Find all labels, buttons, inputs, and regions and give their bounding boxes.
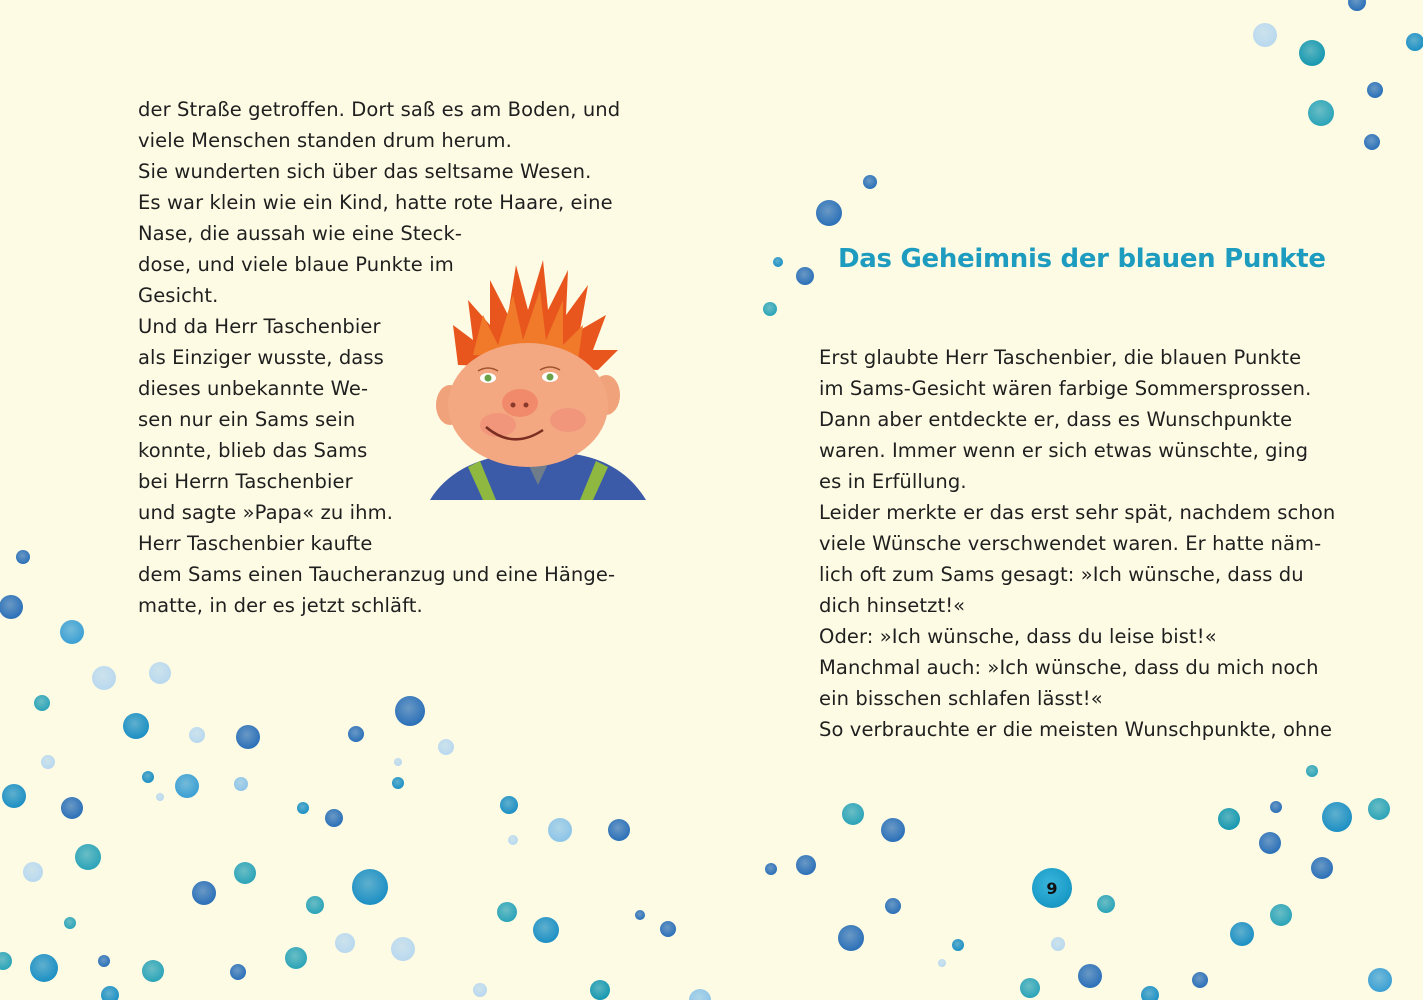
left-line: Und da Herr Taschenbier: [138, 315, 381, 338]
right-line: dich hinsetzt!«: [819, 594, 966, 617]
blue-dot: [156, 793, 164, 801]
right-line: viele Wünsche verschwendet waren. Er hatte näm-: [819, 532, 1322, 555]
chapter-title: Das Geheimnis der blauen Punkte: [838, 244, 1326, 274]
blue-dot: [123, 713, 149, 739]
left-line: als Einziger wusste, dass: [138, 346, 384, 369]
blue-dot: [1364, 134, 1380, 150]
right-line: es in Erfüllung.: [819, 470, 967, 493]
blue-dot: [1230, 922, 1254, 946]
blue-dot: [30, 954, 58, 982]
blue-dot: [885, 898, 901, 914]
right-line: Leider merkte er das erst sehr spät, nachdem schon: [819, 501, 1336, 524]
blue-dot: [796, 855, 816, 875]
right-line: ein bisschen schlafen lässt!«: [819, 687, 1103, 710]
left-line: Sie wunderten sich über das seltsame Wesen.: [138, 160, 592, 183]
blue-dot: [1299, 40, 1325, 66]
blue-dot: [500, 796, 518, 814]
blue-dot: [61, 797, 83, 819]
blue-dot: [1311, 857, 1333, 879]
blue-dot: [230, 964, 246, 980]
page-number: 9: [1032, 868, 1072, 908]
left-line: dem Sams einen Taucheranzug und eine Hänge-: [138, 563, 616, 586]
blue-dot: [1078, 964, 1102, 988]
blue-dot: [394, 758, 402, 766]
blue-dot: [60, 620, 84, 644]
left-line: Herr Taschenbier kaufte: [138, 532, 373, 555]
right-line: Dann aber entdeckte er, dass es Wunschpunkte: [819, 408, 1293, 431]
left-line: konnte, blieb das Sams: [138, 439, 368, 462]
blue-dot: [175, 774, 199, 798]
blue-dot: [497, 902, 517, 922]
blue-dot: [1322, 802, 1352, 832]
blue-dot: [189, 727, 205, 743]
blue-dot: [352, 869, 388, 905]
blue-dot: [1051, 937, 1065, 951]
blue-dot: [881, 818, 905, 842]
left-line: und sagte »Papa« zu ihm.: [138, 501, 394, 524]
left-line: viele Menschen standen drum herum.: [138, 129, 512, 152]
blue-dot: [608, 819, 630, 841]
blue-dot: [234, 862, 256, 884]
blue-dot: [660, 921, 676, 937]
blue-dot: [765, 863, 777, 875]
blue-dot: [842, 803, 864, 825]
blue-dot: [635, 910, 645, 920]
blue-dot: [101, 986, 119, 1000]
blue-dot: [863, 175, 877, 189]
left-line: matte, in der es jetzt schläft.: [138, 594, 423, 617]
blue-dot: [438, 739, 454, 755]
blue-dot: [816, 200, 842, 226]
blue-dot: [297, 802, 309, 814]
blue-dot: [1306, 765, 1318, 777]
blue-dot: [149, 662, 171, 684]
blue-dot: [392, 777, 404, 789]
blue-dot: [1270, 904, 1292, 926]
blue-dot: [0, 595, 23, 619]
blue-dot: [98, 955, 110, 967]
blue-dot: [1141, 986, 1159, 1000]
blue-dot: [1253, 23, 1277, 47]
blue-dot: [34, 695, 50, 711]
blue-dot: [773, 257, 783, 267]
right-line: Erst glaubte Herr Taschenbier, die blauen Punkte: [819, 346, 1302, 369]
left-line: der Straße getroffen. Dort saß es am Boden, und: [138, 98, 621, 121]
blue-dot: [64, 917, 76, 929]
blue-dot: [533, 917, 559, 943]
blue-dot: [92, 666, 116, 690]
blue-dot: [938, 959, 946, 967]
blue-dot: [548, 818, 572, 842]
blue-dot: [1192, 972, 1208, 988]
blue-dot: [838, 925, 864, 951]
blue-dot: [348, 726, 364, 742]
blue-dot: [391, 937, 415, 961]
blue-dot: [75, 844, 101, 870]
blue-dot: [1218, 808, 1240, 830]
right-line: im Sams-Gesicht wären farbige Sommersprossen.: [819, 377, 1312, 400]
blue-dot: [689, 989, 711, 1000]
blue-dot: [1259, 832, 1281, 854]
blue-dot: [285, 947, 307, 969]
left-line: Gesicht.: [138, 284, 219, 307]
blue-dot: [1270, 801, 1282, 813]
blue-dot: [2, 784, 26, 808]
blue-dot: [306, 896, 324, 914]
blue-dot: [1097, 895, 1115, 913]
blue-dot: [473, 983, 487, 997]
blue-dot: [1020, 978, 1040, 998]
blue-dot: [236, 725, 260, 749]
right-line: lich oft zum Sams gesagt: »Ich wünsche, dass du: [819, 563, 1304, 586]
blue-dot: [1406, 33, 1423, 51]
blue-dot: [192, 881, 216, 905]
blue-dot: [325, 809, 343, 827]
blue-dot: [1368, 798, 1390, 820]
left-line: Es war klein wie ein Kind, hatte rote Haare, eine: [138, 191, 613, 214]
blue-dot: [952, 939, 964, 951]
blue-dot: [23, 862, 43, 882]
blue-dot: [142, 771, 154, 783]
right-line: Manchmal auch: »Ich wünsche, dass du mich noch: [819, 656, 1319, 679]
blue-dot: [16, 550, 30, 564]
sams-illustration: [428, 255, 650, 505]
blue-dot: [508, 835, 518, 845]
blue-dot: [335, 933, 355, 953]
blue-dot: [1308, 100, 1334, 126]
left-line: bei Herrn Taschenbier: [138, 470, 353, 493]
left-line: dose, und viele blaue Punkte im: [138, 253, 454, 276]
blue-dot: [234, 777, 248, 791]
left-line: Nase, die aussah wie eine Steck-: [138, 222, 463, 245]
right-line: So verbrauchte er die meisten Wunschpunkte, ohne: [819, 718, 1333, 741]
blue-dot: [763, 302, 777, 316]
left-line: dieses unbekannte We-: [138, 377, 369, 400]
right-line: waren. Immer wenn er sich etwas wünschte, ging: [819, 439, 1309, 462]
blue-dot: [142, 960, 164, 982]
right-line: Oder: »Ich wünsche, dass du leise bist!«: [819, 625, 1217, 648]
blue-dot: [1348, 0, 1366, 11]
blue-dot: [1368, 968, 1392, 992]
blue-dot: [590, 980, 610, 1000]
blue-dot: [395, 696, 425, 726]
blue-dot: [796, 267, 814, 285]
left-line: sen nur ein Sams sein: [138, 408, 356, 431]
blue-dot: [0, 952, 12, 970]
blue-dot: [1367, 82, 1383, 98]
blue-dot: [41, 755, 55, 769]
